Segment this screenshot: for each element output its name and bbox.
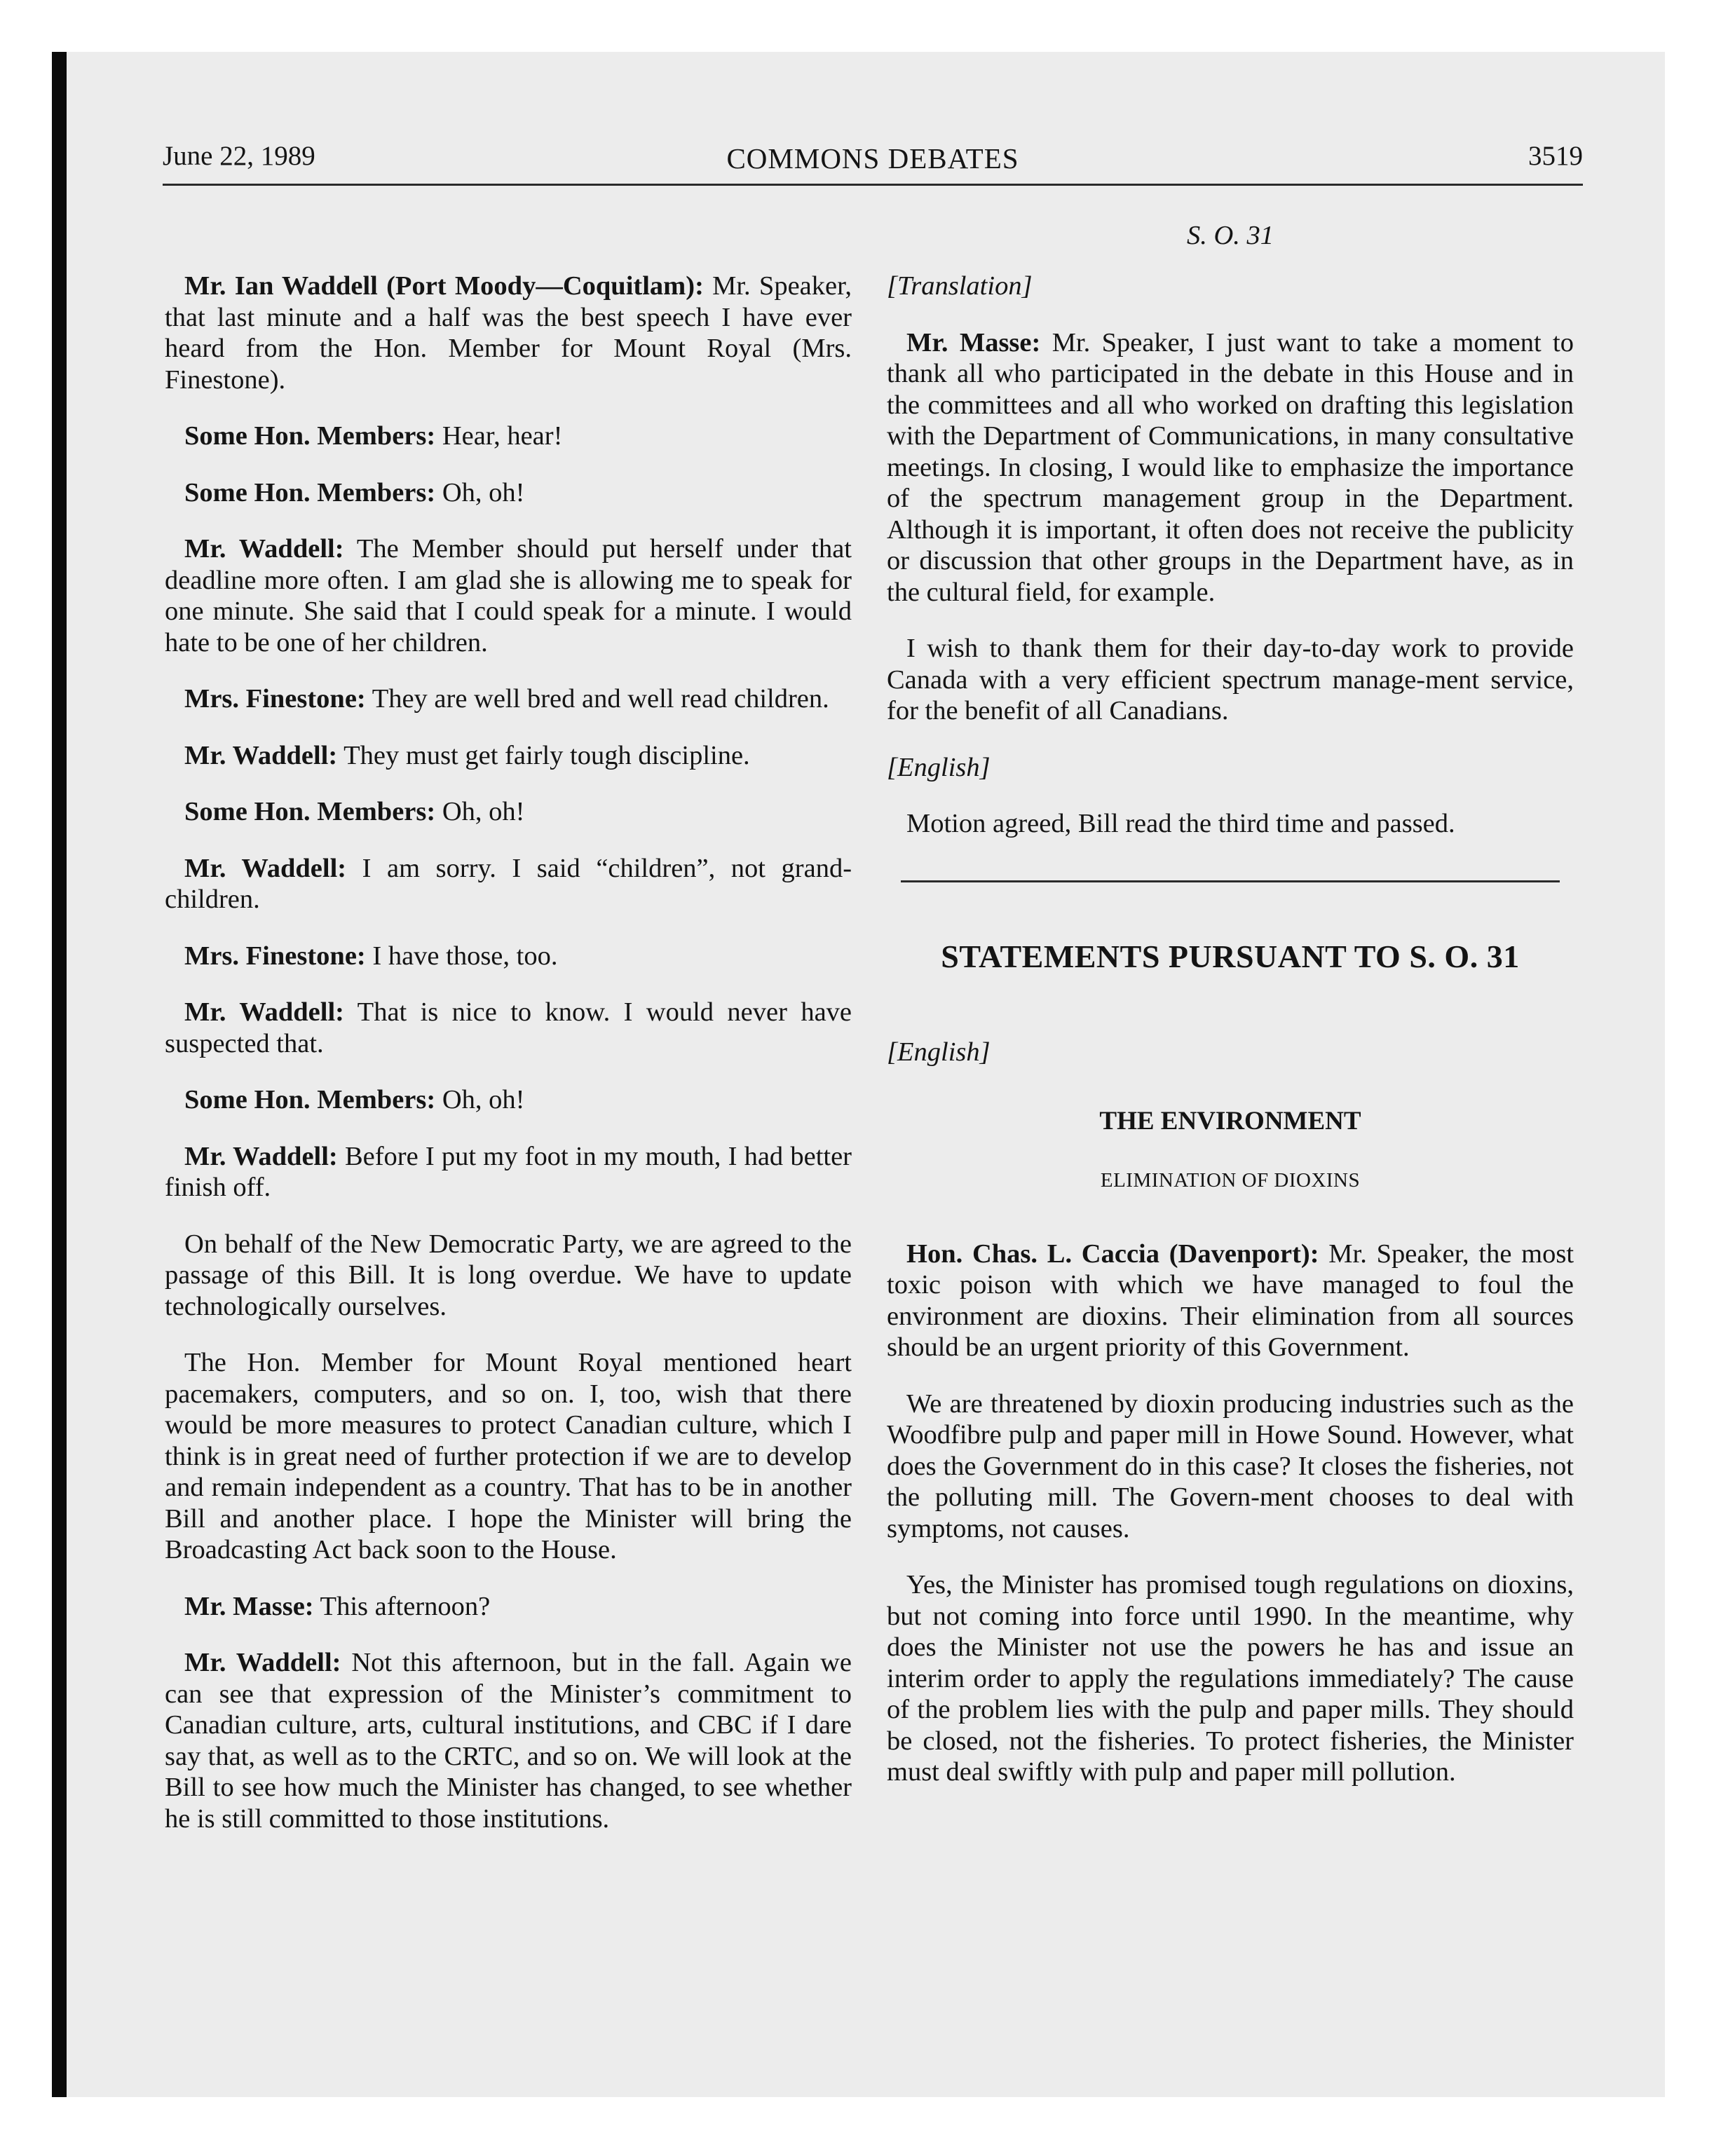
speech-text: The Member should put herself under that deadline more often. I am glad she is allowing me to speak for one minute. She said that I could speak for a minute. I would hate to be one of her children. (165, 534, 852, 657)
speech-paragraph (165, 1084, 852, 1116)
speech-paragraph (165, 533, 852, 658)
speech-paragraph (165, 421, 852, 452)
speaker-name: Some Hon. Members: (184, 421, 436, 451)
speaker-name: Mrs. Finestone: (184, 941, 366, 971)
topic-heading: THE ENVIRONMENT (1099, 1106, 1361, 1135)
subtopic-heading: ELIMINATION OF DIOXINS (1100, 1169, 1361, 1192)
speaker-name: Mrs. Finestone: (184, 684, 366, 714)
speech-text: Oh, oh! (442, 477, 525, 507)
speaker-name: Mr. Masse: (906, 327, 1041, 357)
translation-tag: [Translation] (887, 271, 1033, 301)
speaker-name: Mr. Waddell: (184, 740, 338, 770)
speech-text: They must get fairly tough discipline. (343, 740, 750, 770)
english-tag: [English] (887, 752, 991, 782)
speech-text: On behalf of the New Democratic Party, we are agreed to the passage of this Bill. It is long overdue. We have to update technologically ourselves. (165, 1229, 852, 1321)
speech-text: That is nice to know. I would never have suspected that. (165, 997, 852, 1058)
header-rule (163, 184, 1583, 186)
speech-paragraph (165, 1647, 852, 1834)
left-column (165, 271, 852, 1860)
speech-text: Not this afternoon, but in the fall. Again we can see that expression of the Minister’s commitment to Canadian culture, arts, cultural institutions, and CBC if I dare say that, as well as to the CRTC, and so on. We will look at the Bill to see how much the Minister has changed, to see whether he is still committed to those institutions. (165, 1648, 852, 1834)
right-column (887, 271, 1574, 1813)
speech-text: Oh, oh! (442, 797, 525, 826)
section-divider (901, 880, 1560, 882)
english-tag: [English] (887, 1037, 991, 1067)
speech-paragraph (887, 327, 1574, 608)
speech-paragraph (165, 941, 852, 972)
speech-paragraph (165, 740, 852, 772)
header-title: COMMONS DEBATES (726, 142, 1019, 175)
speaker-name: Mr. Waddell: (184, 1648, 341, 1677)
speaker-name: Mr. Ian Waddell (Port Moody—Coquitlam): (184, 271, 704, 301)
speaker-name: Mr. Waddell: (184, 1141, 338, 1171)
speaker-name: Some Hon. Members: (184, 1085, 436, 1114)
standing-order-label: S. O. 31 (1186, 221, 1274, 250)
speech-paragraph (887, 1239, 1574, 1363)
speech-paragraph: I wish to thank them for their day-to-day work to provide Canada with a very efficient spectrum manage-ment service, for the benefit of all Canadians. (887, 634, 1574, 725)
motion-paragraph: Motion agreed, Bill read the third time and passed. (906, 809, 1455, 838)
header-page-number: 3519 (1528, 141, 1583, 171)
section-heading: STATEMENTS PURSUANT TO S. O. 31 (941, 938, 1520, 974)
header-date: June 22, 1989 (163, 141, 315, 171)
speech-text: Mr. Speaker, I just want to take a moment to thank all who participated in the debate in this House and in the committees and all who worked on drafting this legislation with the Department of Communications, in many consultative meetings. In closing, I would like to emphasize the importance of the spectrum management group in the Department. Although it is important, it often does not receive the publicity or discussion that other groups in the Department have, as in the cultural field, for example. (887, 327, 1574, 607)
speech-paragraph (165, 796, 852, 828)
speaker-name: Mr. Waddell: (184, 997, 344, 1027)
speech-paragraph (165, 477, 852, 509)
speaker-name: Mr. Waddell: (184, 534, 344, 564)
speaker-name: Mr. Waddell: (184, 853, 347, 883)
speaker-name: Some Hon. Members: (184, 797, 436, 826)
speech-paragraph: Yes, the Minister has promised tough regulations on dioxins, but not coming into force until 1990. In the meantime, why does the Minister not use the powers he has and issue an interim order to apply the regulations immediately? The cause of the problem lies with the pulp and paper mills. They should be closed, not the fisheries. To protect fisheries, the Minister must deal swiftly with pulp and paper mill pollution. (887, 1570, 1574, 1787)
speech-text: The Hon. Member for Mount Royal mentioned heart pacemakers, computers, and so on. I, too, wish that there would be more measures to protect Canadian culture, which I think is in great need of further protection if we are to develop and remain independent as a country. That has to be in another Bill and another place. I hope the Minister will bring the Broadcasting Act back soon to the House. (165, 1348, 852, 1564)
speech-text: Hear, hear! (442, 421, 563, 451)
speaker-name: Some Hon. Members: (184, 477, 436, 507)
speech-text: Before I put my foot in my mouth, I had better finish off. (165, 1141, 852, 1202)
speech-text: Mr. Speaker, that last minute and a half was the best speech I have ever heard from the Hon. Member for Mount Royal (Mrs. Finestone). (165, 271, 852, 395)
speech-paragraph (165, 853, 852, 915)
speaker-name: Hon. Chas. L. Caccia (Davenport): (906, 1239, 1319, 1269)
binding-edge (52, 52, 67, 2097)
speech-paragraph (165, 1141, 852, 1203)
page-header (163, 140, 1583, 175)
speech-text: They are well bred and well read children. (372, 684, 829, 714)
speech-text: Mr. Speaker, the most toxic poison with which we have managed to foul the environment are dioxins. Their elimination from all sources should be an urgent priority of this Government. (887, 1239, 1574, 1362)
speech-paragraph (165, 1591, 852, 1623)
speaker-name: Mr. Masse: (184, 1591, 314, 1621)
speech-paragraph (165, 683, 852, 715)
speech-paragraph (165, 1347, 852, 1566)
speech-text: I am sorry. I said “children”, not grand-children. (165, 853, 852, 914)
speech-text: Oh, oh! (442, 1085, 525, 1114)
speech-paragraph (165, 997, 852, 1059)
speech-paragraph (165, 271, 852, 395)
speech-paragraph: We are threatened by dioxin producing industries such as the Woodfibre pulp and paper mill in Howe Sound. However, what does the Government do in this case? It closes the fisheries, not the polluting mill. The Govern-ment chooses to deal with symptoms, not causes. (887, 1389, 1574, 1543)
speech-paragraph (165, 1229, 852, 1323)
speech-text: This afternoon? (320, 1591, 491, 1621)
speech-text: I have those, too. (372, 941, 558, 971)
